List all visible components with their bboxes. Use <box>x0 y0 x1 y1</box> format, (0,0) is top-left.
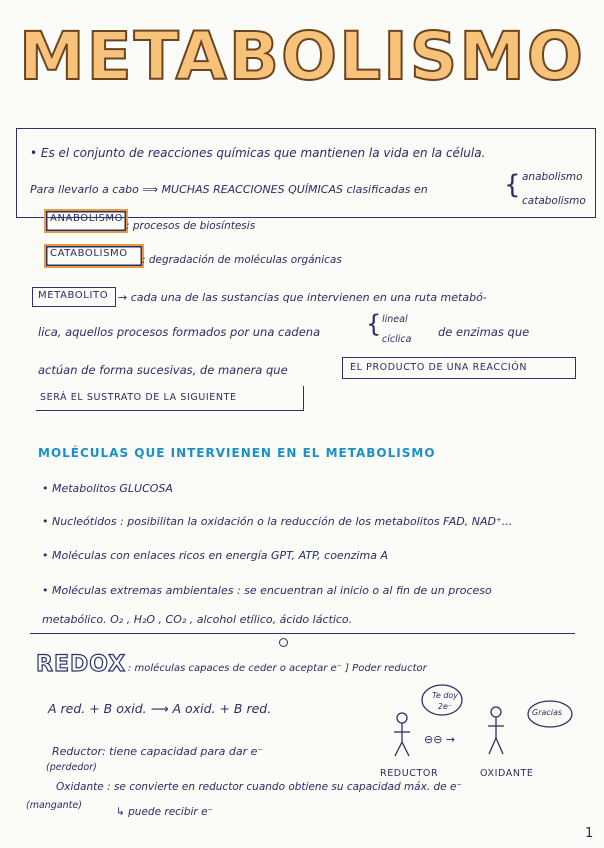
brace: { <box>366 310 382 338</box>
molecule-item-2: • Nucleótidos : posibilitan la oxidación o la reducción de los metabolitos FAD, NAD⁺... <box>42 515 513 528</box>
oxidante-sub: ↳ puede recibir e⁻ <box>116 806 214 818</box>
reductor-label: REDUCTOR <box>380 768 439 779</box>
divider <box>30 633 575 634</box>
definition-line-1: • Es el conjunto de reacciones químicas que mantienen la vida en la célula. <box>30 146 486 160</box>
anabolismo-term: ANABOLISMO <box>50 213 124 224</box>
option-lineal: lineal <box>382 314 408 325</box>
catabolismo-desc: : degradación de moléculas orgánicas <box>142 254 342 266</box>
metabolito-line-1: → cada una de las sustancias que intervienen en una ruta metabó- <box>118 291 487 304</box>
molecules-heading: MOLÉCULAS QUE INTERVIENEN EN EL METABOLISMO <box>38 446 436 460</box>
reductor-note: (perdedor) <box>46 762 97 773</box>
oxidante-def: Oxidante : se convierte en reductor cuando obtiene su capacidad máx. de e⁻ <box>56 781 462 793</box>
bracket <box>303 386 304 411</box>
oxidante-label: OXIDANTE <box>480 768 534 779</box>
metabolito-line-2: lica, aquellos procesos formados por una cadena <box>38 325 321 339</box>
option-catabolismo: catabolismo <box>522 195 586 207</box>
page-number: 1 <box>585 826 594 841</box>
metabolito-line-2b: de enzimas que <box>438 325 530 339</box>
definition-line-2: Para llevarlo a cabo ⟹ MUCHAS REACCIONES QUÍMICAS clasificadas en <box>30 183 428 196</box>
metabolito-line-3: actúan de forma sucesivas, de manera que <box>38 363 288 377</box>
electrons-transfer: ⊖⊖ → <box>424 733 456 746</box>
reductor-def: Reductor: tiene capacidad para dar e⁻ <box>52 745 264 758</box>
bubble-text-2: Gracias <box>532 708 563 717</box>
page-title: METABOLISMO <box>18 18 586 95</box>
metabolito-term: METABOLITO <box>38 290 109 301</box>
molecule-item-4: • Moléculas extremas ambientales : se encuentran al inicio o al fin de un proceso <box>42 584 492 597</box>
redox-equation: A red. + B oxid. ⟶ A oxid. + B red. <box>48 701 272 716</box>
divider-dot <box>279 638 288 647</box>
molecule-item-3: • Moléculas con enlaces ricos en energía GPT, ATP, coenzima A <box>42 549 388 562</box>
molecule-item-1: • Metabolitos GLUCOSA <box>42 482 173 495</box>
option-ciclica: cíclica <box>382 334 412 345</box>
oxidante-note: (mangante) <box>26 800 82 811</box>
redox-figures-illustration <box>380 676 580 766</box>
anabolismo-desc: : procesos de biosíntesis <box>126 220 256 232</box>
redox-desc: : moléculas capaces de ceder o aceptar e⁻ ] Poder reductor <box>128 663 427 674</box>
bubble-text-1: Te doy 2e⁻ <box>431 691 459 711</box>
molecule-item-4b: metabólico. O₂ , H₂O , CO₂ , alcohol etílico, ácido láctico. <box>42 613 353 626</box>
option-anabolismo: anabolismo <box>522 171 583 183</box>
underline <box>36 410 304 411</box>
sustrato-text: SERÁ EL SUSTRATO DE LA SIGUIENTE <box>40 392 237 403</box>
catabolismo-term: CATABOLISMO <box>50 248 128 259</box>
redox-term: REDOX <box>36 652 127 677</box>
product-text: EL PRODUCTO DE UNA REACCIÓN <box>350 362 528 373</box>
brace: { <box>504 170 521 200</box>
